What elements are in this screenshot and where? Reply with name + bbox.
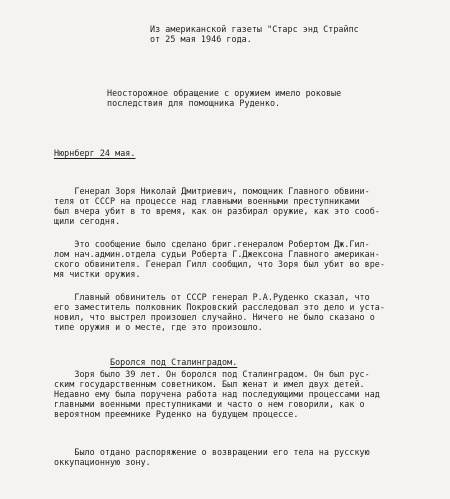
- source-line-1: Из американской газеты "Старс энд Страйпс: [150, 24, 359, 34]
- text-line: лом нач.админ.отдела судьи Роберта Г.Джексона Главного американ-: [54, 249, 380, 259]
- paragraph-3: [54, 292, 385, 332]
- text-line: Генерал Зоря Николай Дмитриевич, помощник Главного обвини-: [54, 186, 370, 196]
- text-line: главными военными преступниками и часто о нем говорили, как о: [54, 399, 365, 409]
- text-line: Главный обвинитель от СССР генерал Р.А.Руденко сказал, что: [54, 292, 370, 302]
- text-line: его заместитель полковник Покровский расследовал это дело и уста-: [54, 302, 385, 312]
- text-line: был вчера убит в то время, как он разбирал оружие, как это сооб-: [54, 206, 380, 216]
- dateline: Нюрнберг 24 мая.: [54, 148, 136, 158]
- text-line: ского обвинителя. Генерал Гилл сообщил, что Зоря был убит во вре-: [54, 259, 385, 269]
- text-line: теля от СССР на процессе над главными военными преступниками: [54, 196, 360, 206]
- headline-line-2: последствия для помощника Руденко.: [107, 98, 281, 108]
- text-line: оккупационную зону.: [54, 457, 151, 467]
- paragraph-1: [54, 186, 380, 226]
- headline-line-1: Неосторожное обращение с оружием имело роковые: [107, 88, 342, 98]
- article-headline: [107, 88, 341, 108]
- subheading: Боролся под Сталинградом.: [110, 357, 238, 367]
- paragraph-2: [54, 239, 385, 279]
- paragraph-4: [54, 369, 380, 419]
- paragraph-5: [54, 447, 370, 467]
- text-line: Было отдано распоряжение о возвращении его тела на русскую: [54, 447, 370, 457]
- text-line: ским государственным советником. Был женат и имел двух детей.: [54, 379, 365, 389]
- text-line: новил, что выстрел произошел случайно. Ничего не было сказано о: [54, 312, 375, 322]
- text-line: вероятном преемнике Руденко на будущем процессе.: [54, 409, 299, 419]
- text-line: мя чистки оружия.: [54, 269, 141, 279]
- text-line: Зоря было 39 лет. Он боролся под Сталинградом. Он был рус-: [54, 369, 370, 379]
- source-citation: [150, 24, 359, 44]
- text-line: типе оружия и о месте, где это произошло.: [54, 322, 263, 332]
- text-line: Недавно ему была поручена работа над последующими процессами над: [54, 389, 380, 399]
- text-line: Это сообщение было сделано бриг.генералом Робертом Дж.Гил-: [54, 239, 370, 249]
- text-line: щили сегодня.: [54, 216, 121, 226]
- source-line-2: от 25 мая 1946 года.: [150, 34, 252, 44]
